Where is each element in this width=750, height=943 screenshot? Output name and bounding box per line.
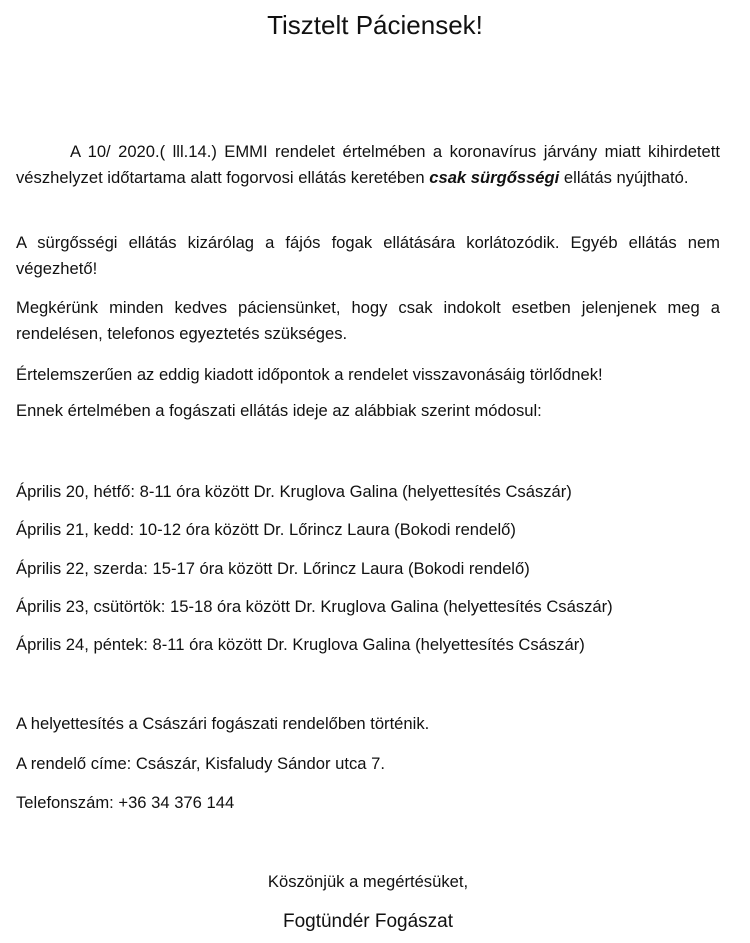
schedule-item-thursday: Április 23, csütörtök: 15-18 óra között Dr. Kruglova Galina (helyettesítés Császár)	[16, 597, 613, 616]
document-title: Tisztelt Páciensek!	[267, 10, 483, 40]
info-substitution-location: A helyettesítés a Császári fogászati rendelőben történik.	[16, 714, 430, 733]
schedule-item-monday: Április 20, hétfő: 8-11 óra között Dr. Kruglova Galina (helyettesítés Császár)	[16, 482, 572, 501]
schedule-item-friday: Április 24, péntek: 8-11 óra között Dr. Kruglova Galina (helyettesítés Császár)	[16, 635, 585, 654]
intro-paragraph	[16, 139, 720, 191]
info-address: A rendelő címe: Császár, Kisfaludy Sándor utca 7.	[16, 754, 385, 773]
paragraph-emergency-scope: A sürgősségi ellátás kizárólag a fájós fogak ellátására korlátozódik. Egyéb ellátás nem végezhető!	[16, 233, 720, 278]
closing-thanks: Köszönjük a megértésüket,	[267, 872, 469, 891]
paragraph-cancellation: Értelemszerűen az eddig kiadott időpontok a rendelet visszavonásáig törlődnek!	[16, 365, 603, 384]
info-phone: Telefonszám: +36 34 376 144	[16, 793, 235, 812]
paragraph-schedule-intro: Ennek értelmében a fogászati ellátás ideje az alábbiak szerint módosul:	[16, 401, 542, 420]
signature: Fogtündér Fogászat	[282, 911, 454, 932]
intro-text-end: ellátás nyújtható.	[559, 168, 689, 187]
intro-emphasis: csak sürgősségi	[429, 168, 560, 187]
schedule-item-tuesday: Április 21, kedd: 10-12 óra között Dr. Lőrincz Laura (Bokodi rendelő)	[16, 520, 516, 539]
schedule-item-wednesday: Április 22, szerda: 15-17 óra között Dr. Lőrincz Laura (Bokodi rendelő)	[16, 559, 530, 578]
intro-text-start: A 10/ 2020.( lll.14.) EMMI rendelet értelmében a koronavírus járvány miatt kihirdetett vészhelyzet időtartama alatt fogorvosi ellátás keretében	[16, 142, 720, 187]
paragraph-request: Megkérünk minden kedves páciensünket, hogy csak indokolt esetben jelenjenek meg a rendelésen, telefonos egyeztetés szükséges.	[16, 298, 720, 343]
